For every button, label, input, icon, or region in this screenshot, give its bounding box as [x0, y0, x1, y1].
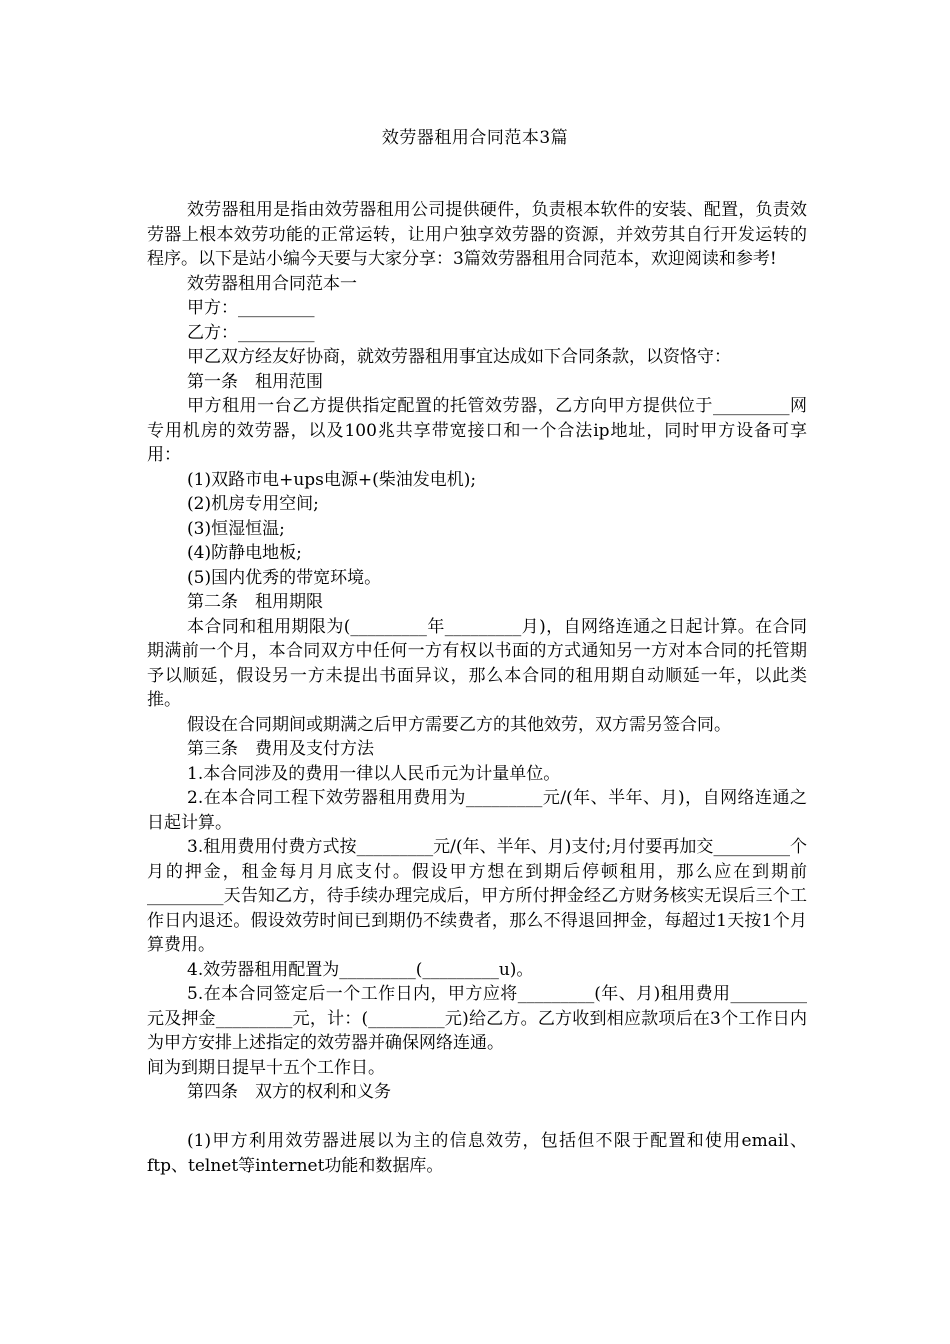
article-3-item: 1.本合同涉及的费用一律以人民币元为计量单位。	[187, 763, 561, 784]
document-body	[147, 198, 807, 1178]
list-item: (5)国内优秀的带宽环境。	[187, 567, 382, 588]
article-1-heading: 第一条 租用范围	[187, 371, 323, 392]
article-1-body: 甲方租用一台乙方提供指定配置的托管效劳器，乙方向甲方提供位于_________网专用机房的效劳器，以及100兆共享带宽接口和一个合法ip地址，同时甲方设备可享用：	[147, 396, 807, 465]
list-item: (2)机房专用空间;	[187, 494, 319, 514]
article-2-heading: 第二条 租用期限	[187, 592, 323, 612]
article-2-note: 假设在合同期间或期满之后甲方需要乙方的其他效劳，双方需另签合同。	[187, 714, 731, 735]
article-2-body: 本合同和租用期限为(_________年_________月)，自网络连通之日起计算。在合同期满前一个月，本合同双方中任何一方有权以书面的方式通知另一方对本合同的托管期予以顺延，假设另一方未提出书面异议，那么本合同的租用期自动顺延一年，以此类推。	[147, 616, 807, 710]
article-3-item: 5.在本合同签定后一个工作日内，甲方应将_________(年、月)租用费用_________元及押金_________元，计：(_________元)给乙方。乙方收到相应款项后在3个工作日内为甲方安排上述指定的效劳器并确保网络连通。	[147, 984, 807, 1053]
intro-paragraph: 效劳器租用是指由效劳器租用公司提供硬件，负责根本软件的安装、配置，负责效劳器上根本效劳功能的正常运转，让用户独享效劳器的资源，并效劳其自行开发运转的程序。以下是站小编今天要与大家分享：3篇效劳器租用合同范本，欢迎阅读和参考!	[147, 200, 807, 269]
article-4-item: (1)甲方利用效劳器进展以为主的信息效劳，包括但不限于配置和使用email、ftp、telnet等internet功能和数据库。	[147, 1131, 807, 1176]
article-3-item: 2.在本合同工程下效劳器租用费用为_________元/(年、半年、月)，自网络连通之日起计算。	[147, 788, 807, 833]
fragment-line: 间为到期日提早十五个工作日。	[147, 1057, 385, 1078]
party-b-line: 乙方：_________	[187, 322, 315, 343]
blank-line	[147, 1105, 807, 1130]
article-3-item: 3.租用费用付费方式按_________元/(年、半年、月)支付;月付要再加交_________个月的押金，租金每月月底支付。假设甲方想在到期后停顿租用，那么应在到期前_________天告知乙方，待手续办理完成后，甲方所付押金经乙方财务核实无误后三个工作日内退还。假设效劳时间已到期仍不续费者，那么不得退回押金，每超过1天按1个月算费用。	[147, 837, 807, 955]
list-item: (3)恒湿恒温;	[187, 518, 285, 539]
page-title: 效劳器租用合同范本3篇	[381, 128, 569, 148]
list-item: (4)防静电地板;	[187, 543, 302, 563]
article-4-heading: 第四条 双方的权利和义务	[187, 1082, 391, 1102]
party-a-line: 甲方：_________	[187, 298, 315, 318]
article-3-heading: 第三条 费用及支付方法	[187, 739, 374, 759]
contract-heading: 效劳器租用合同范本一	[187, 273, 357, 294]
article-3-item: 4.效劳器租用配置为_________(_________u)。	[187, 959, 534, 980]
list-item: (1)双路市电+ups电源+(柴油发电机);	[187, 469, 477, 490]
agreement-intro: 甲乙双方经友好协商，就效劳器租用事宜达成如下合同条款，以资恪守：	[187, 347, 731, 367]
